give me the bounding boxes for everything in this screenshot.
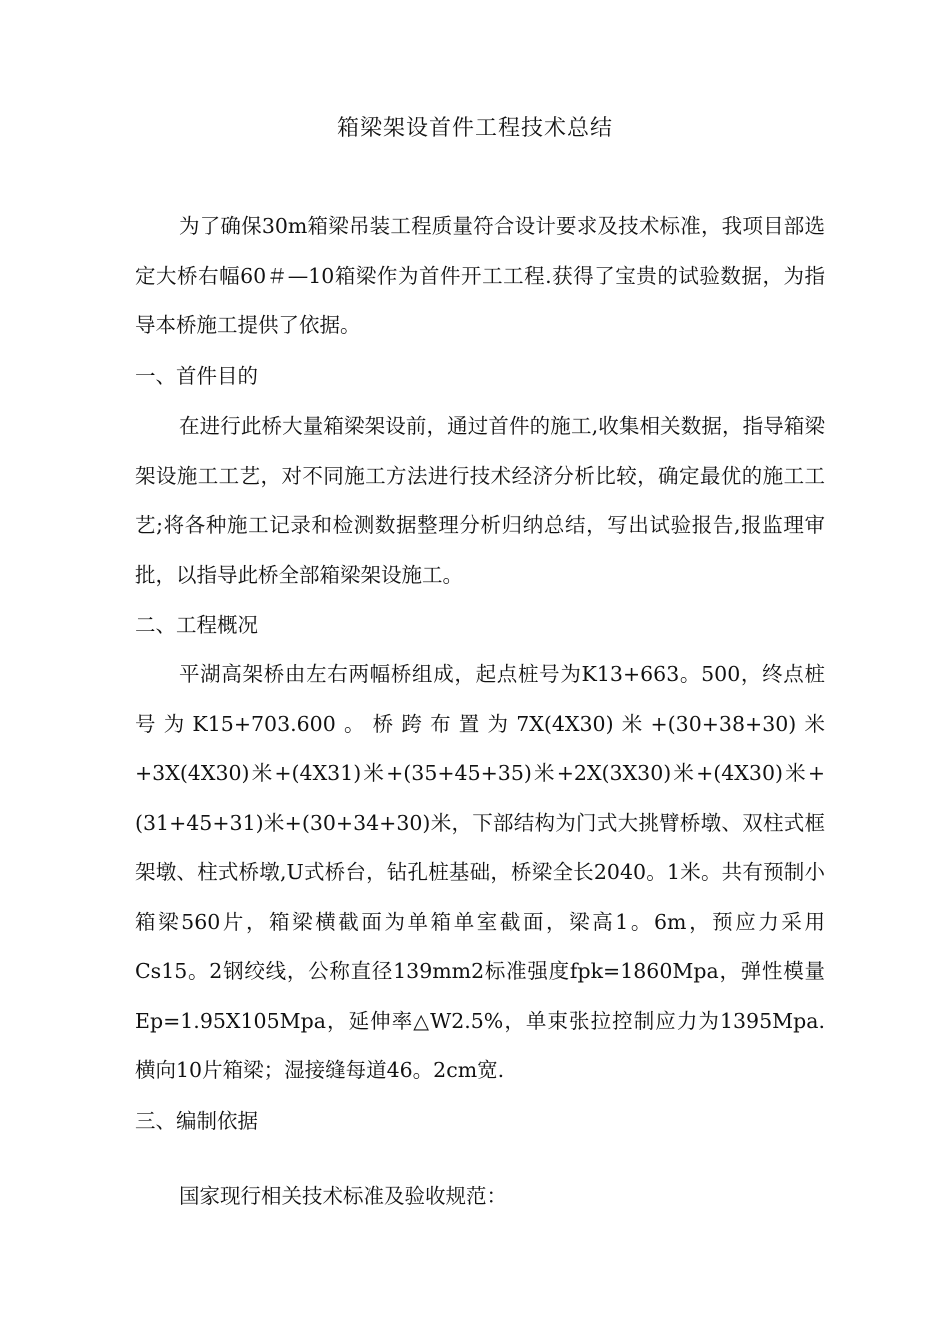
intro-paragraph: [135, 202, 825, 351]
overview-text: 平湖高架桥由左右两幅桥组成，起点桩号为K13+663。500，终点桩号为K15+703.600。桥跨布置为7X(4X30)米+(30+38+30)米+3X(4X30)米+(4X31)米+(35+45+35)米+2X(3X30)米+(4X30)米+(31+45+31)米+(30+34+30)米，下部结构为门式大挑臂桥墩、双柱式框架墩、柱式桥墩,U式桥台，钻孔桩基础，桥梁全长2040。1米。共有预制小箱梁560片，箱梁横截面为单箱单室截面，梁高1。6m，预应力采用Cs15。2钢绞线，公称直径139mm2标准强度fpk=1860Mpa，弹性模量Ep=1.95X105Mpa，延伸率△W2.5%，单束张拉控制应力为1395Mpa.横向10片箱梁；湿接缝每道46。2cm宽.: [135, 662, 825, 1082]
basis-text: 国家现行相关技术标准及验收规范：: [179, 1184, 507, 1208]
section-body-overview: [135, 650, 825, 1096]
purpose-text: 在进行此桥大量箱梁架设前，通过首件的施工,收集相关数据，指导箱梁架设施工工艺，对不同施工方法进行技术经济分析比较，确定最优的施工工艺;将各种施工记录和检测数据整理分析归纳总结，写出试验报告,报监理审批，以指导此桥全部箱梁架设施工。: [135, 414, 825, 587]
section-heading-basis: 三、编制依据: [135, 1109, 258, 1133]
section-heading-purpose: 一、首件目的: [135, 364, 258, 388]
intro-text: 为了确保30m箱梁吊装工程质量符合设计要求及技术标准，我项目部选定大桥右幅60＃—10箱梁作为首件开工工程.获得了宝贵的试验数据，为指导本桥施工提供了依据。: [135, 214, 825, 337]
document-title: 箱梁架设首件工程技术总结: [336, 116, 613, 141]
section-body-purpose: [135, 402, 825, 600]
section-body-basis: [135, 1172, 825, 1222]
section-heading-overview: 二、工程概况: [135, 613, 258, 637]
